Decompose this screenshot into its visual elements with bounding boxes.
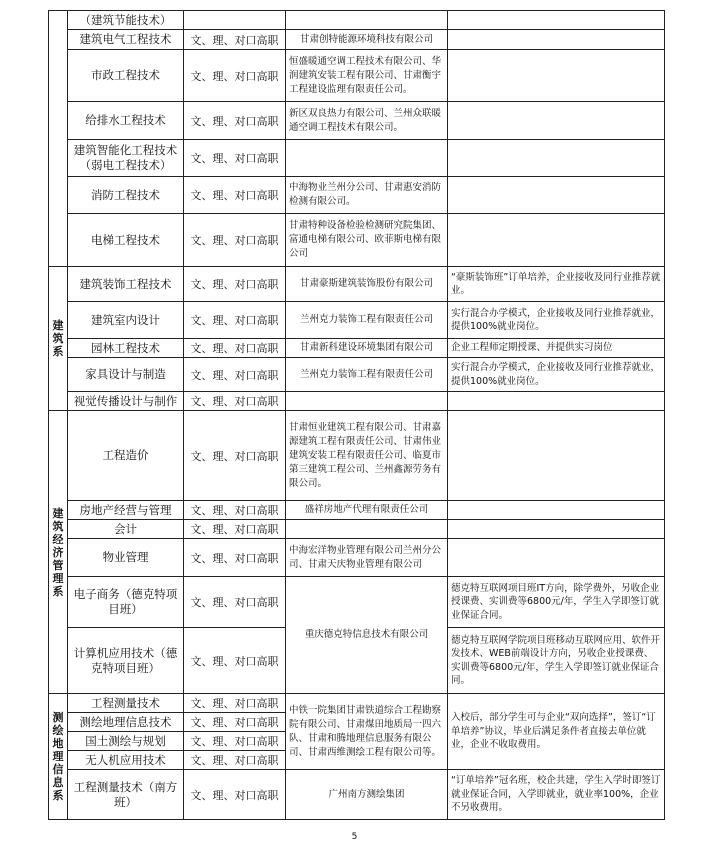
partner-enterprise: 兰州克力装饰工程有限责任公司: [286, 358, 448, 392]
major-name: 工程测量技术（南方班）: [68, 770, 184, 820]
major-name: 国土测绘与规划: [68, 732, 184, 751]
partner-enterprise: [286, 392, 448, 411]
partner-enterprise: 兰州克力装饰工程有限责任公司: [286, 302, 448, 339]
partner-enterprise: 重庆德克特信息技术有限公司: [286, 577, 448, 694]
table-row: [49, 577, 665, 628]
cooperation-note: 实行混合办学模式，企业接收及同行业推荐就业，提供100%就业岗位。: [448, 358, 665, 392]
major-name: 电子商务（德克特项目班）: [68, 577, 184, 628]
dept-name: 测绘地理信息系: [52, 711, 64, 802]
partner-enterprise: 盛祥房地产代理有限责任公司: [286, 501, 448, 520]
subject-category: 文、理、对口高职: [184, 102, 286, 140]
major-name: 物业管理: [68, 539, 184, 577]
major-name: 视觉传播设计与制作: [68, 392, 184, 411]
partner-enterprise: 中海宏洋物业管理有限公司兰州分公司、甘肃天庆物业管理有限公司: [286, 539, 448, 577]
partner-enterprise: 中海物业兰州分公司、甘肃惠安消防检测有限公司。: [286, 177, 448, 214]
partner-enterprise: [286, 140, 448, 177]
table-row: [49, 11, 665, 30]
major-name: 电梯工程技术: [68, 214, 184, 267]
partner-enterprise: 新区双良热力有限公司、兰州众联暖通空调工程技术有限公司。: [286, 102, 448, 140]
table-row: [49, 539, 665, 577]
cooperation-note: 德克特互联网学院项目班移动互联网应用、软件开发技术、WEB前端设计方向，另收企业授课费、实训费等6800元/年，学生入学即签订就业保证合同。: [448, 628, 665, 694]
subject-category: 文、理、对口高职: [184, 358, 286, 392]
subject-category: 文、理、对口高职: [184, 140, 286, 177]
cooperation-note: 实行混合办学模式，企业接收及同行业推荐就业，提供100%就业岗位。: [448, 302, 665, 339]
subject-category: 文、理、对口高职: [184, 628, 286, 694]
table-row: [49, 520, 665, 539]
major-name: 测绘地理信息技术: [68, 713, 184, 732]
cooperation-note: 企业工程师定期授课、并提供实习岗位: [448, 339, 665, 358]
table-row: [49, 50, 665, 102]
major-name: 建筑智能化工程技术（弱电工程技术）: [68, 140, 184, 177]
table-row: [49, 214, 665, 267]
subject-category: 文、理、对口高职: [184, 411, 286, 501]
partner-enterprise: 中铁一院集团甘肃铁道综合工程勘察院有限公司、甘肃煤田地质局一四六队、甘肃和腾地理信息服务有限公司、甘肃西维测绘工程有限公司等。: [286, 694, 448, 770]
partner-enterprise: 甘肃豪斯建筑装饰股份有限公司: [286, 267, 448, 302]
major-name: 工程测量技术: [68, 694, 184, 713]
table-row: [49, 140, 665, 177]
subject-category: [184, 11, 286, 30]
partner-enterprise: 恒盛暖通空调工程技术有限公司、华润建筑安装工程有限公司、甘肃衡宇工程建设监理有限责任公司。: [286, 50, 448, 102]
major-name: 建筑电气工程技术: [68, 30, 184, 50]
cooperation-note: [448, 539, 665, 577]
subject-category: 文、理、对口高职: [184, 339, 286, 358]
major-name: 房地产经营与管理: [68, 501, 184, 520]
subject-category: 文、理、对口高职: [184, 214, 286, 267]
subject-category: 文、理、对口高职: [184, 50, 286, 102]
table-row: [49, 770, 665, 820]
cooperation-note: [448, 140, 665, 177]
partner-enterprise: 广州南方测绘集团: [286, 770, 448, 820]
cooperation-note: [448, 501, 665, 520]
major-name: 给排水工程技术: [68, 102, 184, 140]
cooperation-note: [448, 411, 665, 501]
major-name: 园林工程技术: [68, 339, 184, 358]
cooperation-note: [448, 30, 665, 50]
subject-category: 文、理、对口高职: [184, 302, 286, 339]
subject-category: 文、理、对口高职: [184, 267, 286, 302]
major-name: 消防工程技术: [68, 177, 184, 214]
cooperation-note: [448, 177, 665, 214]
table-row: [49, 302, 665, 339]
subject-category: 文、理、对口高职: [184, 539, 286, 577]
subject-category: 文、理、对口高职: [184, 520, 286, 539]
partner-enterprise: 甘肃特种设备检验检测研究院集团、富通电梯有限公司、欧菲斯电梯有限公司: [286, 214, 448, 267]
cooperation-note: [448, 392, 665, 411]
cooperation-note: 入校后，部分学生可与企业“双向选择”，签订“订单培养”协议，毕业后满足条件者直接去单位就业，企业不收取费用。: [448, 694, 665, 770]
enrollment-table: [48, 10, 665, 820]
major-name: 建筑装饰工程技术: [68, 267, 184, 302]
cooperation-note: 德克特互联网项目班IT方向，除学费外，另收企业授课费、实训费等6800元/年，学生入学即签订就业保证合同。: [448, 577, 665, 628]
major-name: 无人机应用技术: [68, 751, 184, 770]
cooperation-note: [448, 102, 665, 140]
subject-category: 文、理、对口高职: [184, 713, 286, 732]
partner-enterprise: 甘肃创特能源环境科技有限公司: [286, 30, 448, 50]
partner-enterprise: 甘肃新科建设环境集团有限公司: [286, 339, 448, 358]
table-row: [49, 358, 665, 392]
major-name: （建筑节能技术）: [68, 11, 184, 30]
table-row: [49, 267, 665, 302]
dept-cell-continued: [49, 11, 68, 267]
major-name: 会计: [68, 520, 184, 539]
table-row: [49, 30, 665, 50]
major-name: 工程造价: [68, 411, 184, 501]
subject-category: 文、理、对口高职: [184, 30, 286, 50]
page-number: 5: [351, 832, 358, 842]
table-row: [49, 177, 665, 214]
dept-cell: [49, 267, 68, 411]
cooperation-note: “订单培养”冠名班，校企共建，学生入学时即签订就业保证合同，入学即就业，就业率100%，企业不另收费用。: [448, 770, 665, 820]
subject-category: 文、理、对口高职: [184, 694, 286, 713]
dept-cell: [49, 694, 68, 820]
major-name: 市政工程技术: [68, 50, 184, 102]
subject-category: 文、理、对口高职: [184, 770, 286, 820]
major-name: 计算机应用技术（德克特项目班）: [68, 628, 184, 694]
table-row: [49, 694, 665, 713]
subject-category: 文、理、对口高职: [184, 392, 286, 411]
cooperation-note: [448, 50, 665, 102]
table-row: [49, 392, 665, 411]
cooperation-note: [448, 520, 665, 539]
subject-category: 文、理、对口高职: [184, 177, 286, 214]
cooperation-note: [448, 214, 665, 267]
dept-cell: [49, 411, 68, 694]
major-name: 家具设计与制造: [68, 358, 184, 392]
table-row: [49, 339, 665, 358]
major-name: 建筑室内设计: [68, 302, 184, 339]
partner-enterprise: 甘肃恒业建筑工程有限公司、甘肃嘉源建筑工程有限责任公司、甘肃伟业建筑安装工程有限责任公司、临夏市第三建筑工程公司、兰州鑫源劳务有限公司。: [286, 411, 448, 501]
table-row: [49, 501, 665, 520]
dept-name: 建筑经济管理系: [52, 506, 64, 598]
subject-category: 文、理、对口高职: [184, 501, 286, 520]
partner-enterprise: [286, 11, 448, 30]
subject-category: 文、理、对口高职: [184, 751, 286, 770]
subject-category: 文、理、对口高职: [184, 577, 286, 628]
dept-name: 建筑系: [52, 319, 64, 358]
cooperation-note: “豪斯装饰班”订单培养，企业接收及同行业推荐就业。: [448, 267, 665, 302]
table-row: [49, 102, 665, 140]
cooperation-note: [448, 11, 665, 30]
table-row: [49, 411, 665, 501]
subject-category: 文、理、对口高职: [184, 732, 286, 751]
partner-enterprise: [286, 520, 448, 539]
